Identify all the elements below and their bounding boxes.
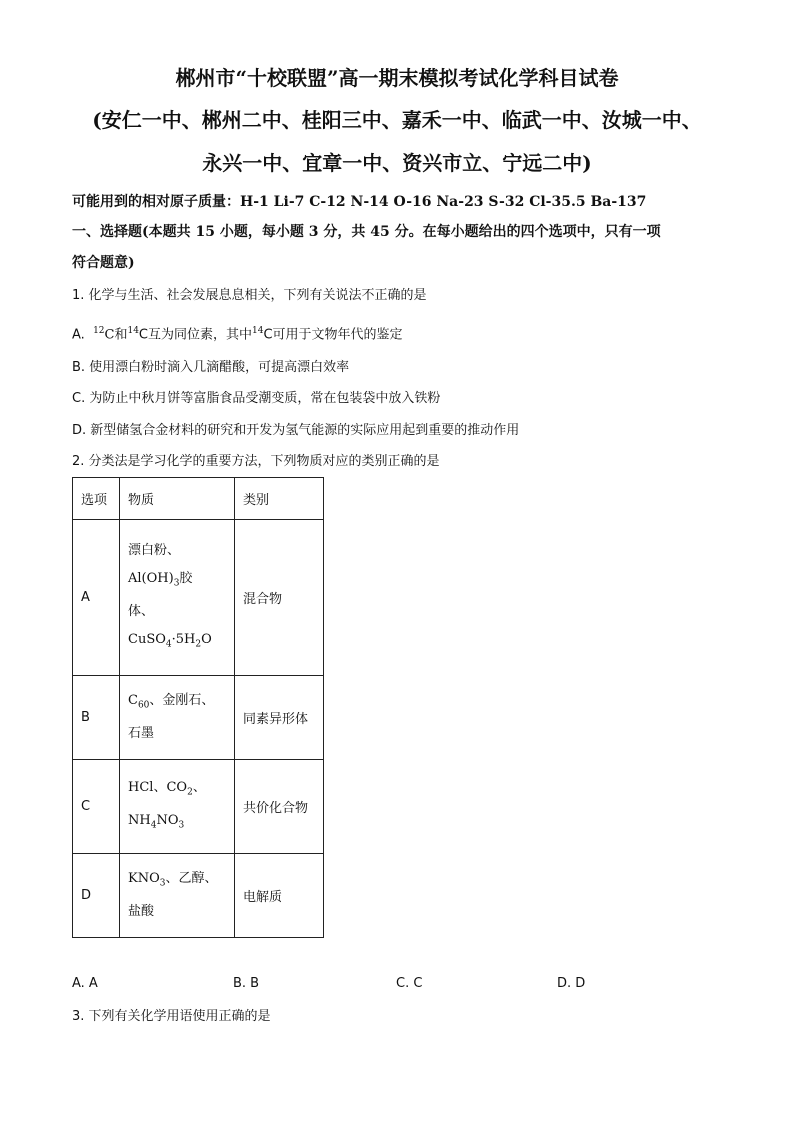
section-heading-cont: 符合题意) (72, 255, 135, 271)
question-1-option-a: A. $^{12}$C和$^{14}$C互为同位素，其中$^{14}$C可用于文物年代的鉴定 (72, 326, 403, 343)
atomic-masses: 可能用到的相对原子质量：H-1 Li-7 C-12 N-14 O-16 Na-23 S-32 Cl-35.5 Ba-137 (72, 194, 647, 210)
answer-choice-b: B. B (233, 976, 260, 991)
row-a-category: 混合物 (235, 520, 324, 676)
table-row (73, 854, 324, 938)
answer-choice-d: D. D (557, 976, 586, 991)
row-c-substances: HCl、$CO_2$、 $NH_4NO_3$ (120, 760, 235, 854)
row-b-category: 同素异形体 (235, 676, 324, 760)
question-1-option-b: B. 使用漂白粉时滴入几滴醋酸，可提高漂白效率 (72, 360, 350, 375)
answer-choice-c: C. C (396, 976, 423, 991)
header-substance: 物质 (120, 478, 235, 520)
question-1-stem: 1. 化学与生活、社会发展息息相关，下列有关说法不正确的是 (72, 288, 427, 303)
question-3-stem: 3. 下列有关化学用语使用正确的是 (72, 1009, 271, 1024)
classification-table (72, 477, 324, 938)
exam-subtitle-schools-2: 永兴一中、宜章一中、资兴市立、宁远二中) (202, 151, 592, 175)
header-option: 选项 (73, 478, 120, 520)
question-2-stem: 2. 分类法是学习化学的重要方法，下列物质对应的类别正确的是 (72, 454, 440, 469)
table-row (73, 520, 324, 676)
table-row (73, 676, 324, 760)
header-category: 类别 (235, 478, 324, 520)
exam-title: 郴州市“十校联盟”高一期末模拟考试化学科目试卷 (175, 66, 619, 90)
row-a-substances: 漂白粉、 $Al(OH)_3$胶 体、 $CuSO_4\cdot 5H_2O$ (120, 520, 235, 676)
question-1-option-c: C. 为防止中秋月饼等富脂食品受潮变质，常在包装袋中放入铁粉 (72, 391, 441, 406)
row-d-option: D (73, 854, 120, 938)
row-b-substances: $C_{60}$、金刚石、 石墨 (120, 676, 235, 760)
section-heading: 一、选择题(本题共 15 小题，每小题 3 分，共 45 分。在每小题给出的四个选项中，只有一项 (72, 224, 661, 240)
exam-subtitle-schools-1: (安仁一中、郴州二中、桂阳三中、嘉禾一中、临武一中、汝城一中、 (92, 108, 702, 132)
row-c-category: 共价化合物 (235, 760, 324, 854)
answer-choice-a: A. A (72, 976, 98, 991)
question-1-option-d: D. 新型储氢合金材料的研究和开发为氢气能源的实际应用起到重要的推动作用 (72, 423, 520, 438)
row-d-category: 电解质 (235, 854, 324, 938)
table-header-row (73, 478, 324, 520)
row-d-substances: $KNO_3$、乙醇、 盐酸 (120, 854, 235, 938)
row-c-option: C (73, 760, 120, 854)
table-row (73, 760, 324, 854)
row-b-option: B (73, 676, 120, 760)
row-a-option: A (73, 520, 120, 676)
